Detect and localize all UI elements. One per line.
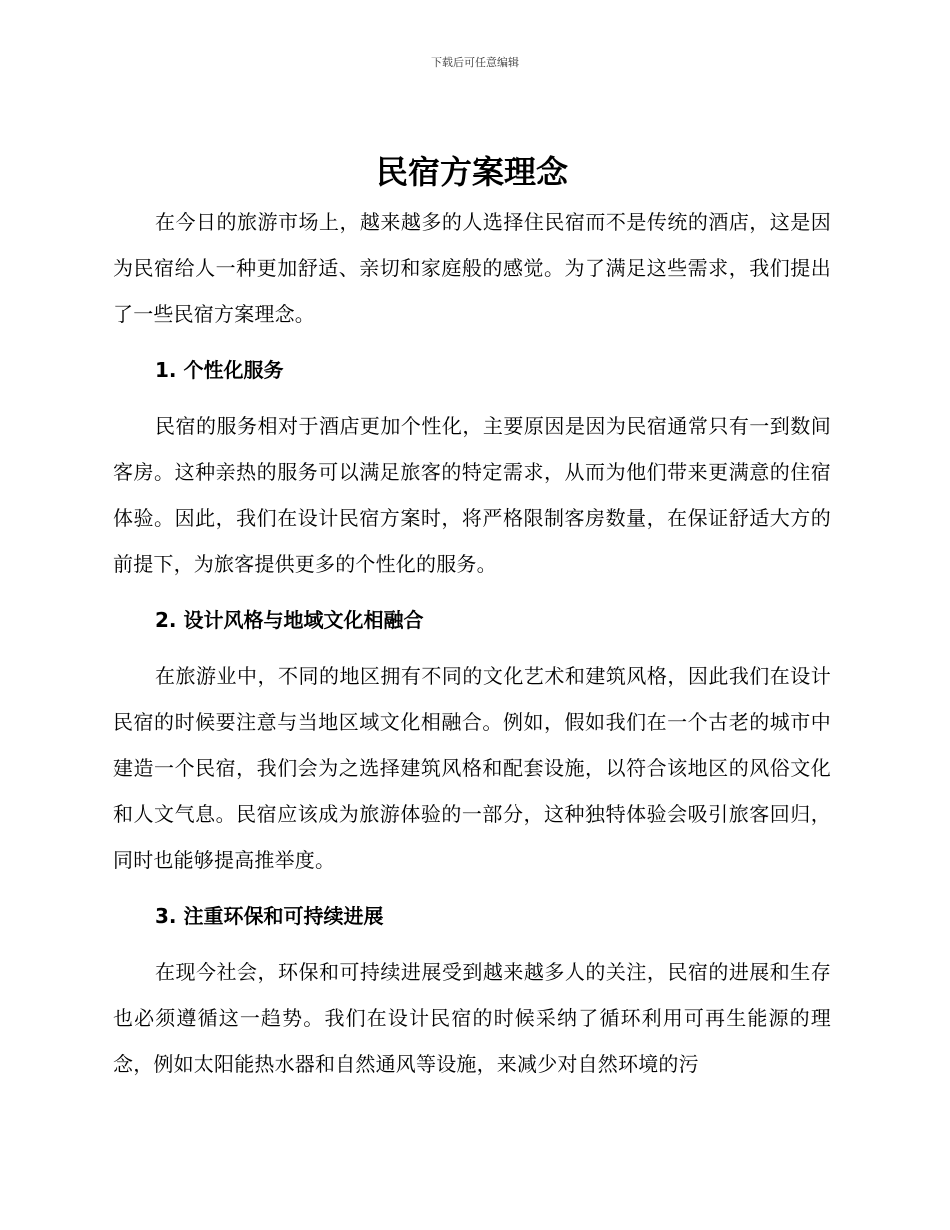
section-heading-3: 3. 注重环保和可持续进展 xyxy=(155,904,384,928)
section-heading-1: 1. 个性化服务 xyxy=(155,358,284,382)
section-heading-2: 2. 设计风格与地域文化相融合 xyxy=(155,608,424,632)
intro-paragraph: 在今日的旅游市场上，越来越多的人选择住民宿而不是传统的酒店，这是因为民宿给人一种更加舒适、亲切和家庭般的感觉。为了满足这些需求，我们提出了一些民宿方案理念。 xyxy=(113,210,831,326)
section-body-2: 在旅游业中，不同的地区拥有不同的文化艺术和建筑风格，因此我们在设计民宿的时候要注意与当地区域文化相融合。例如，假如我们在一个古老的城市中建造一个民宿，我们会为之选择建筑风格和配套设施，以符合该地区的风俗文化和人文气息。民宿应该成为旅游体验的一部分，这种独特体验会吸引旅客回归，同时也能够提高推举度。 xyxy=(113,664,831,872)
document-title: 民宿方案理念 xyxy=(375,153,568,191)
section-body-3: 在现今社会，环保和可持续进展受到越来越多人的关注，民宿的进展和生存也必须遵循这一趋势。我们在设计民宿的时候采纳了循环利用可再生能源的理念，例如太阳能热水器和自然通风等设施，来减少对自然环境的污 xyxy=(113,960,831,1076)
header-note: 下载后可任意编辑 xyxy=(431,56,519,69)
document-body xyxy=(113,148,831,1087)
section-body-1: 民宿的服务相对于酒店更加个性化，主要原因是因为民宿通常只有一到数间客房。这种亲热的服务可以满足旅客的特定需求，从而为他们带来更满意的住宿体验。因此，我们在设计民宿方案时，将严格限制客房数量，在保证舒适大方的前提下，为旅客提供更多的个性化的服务。 xyxy=(113,414,831,576)
